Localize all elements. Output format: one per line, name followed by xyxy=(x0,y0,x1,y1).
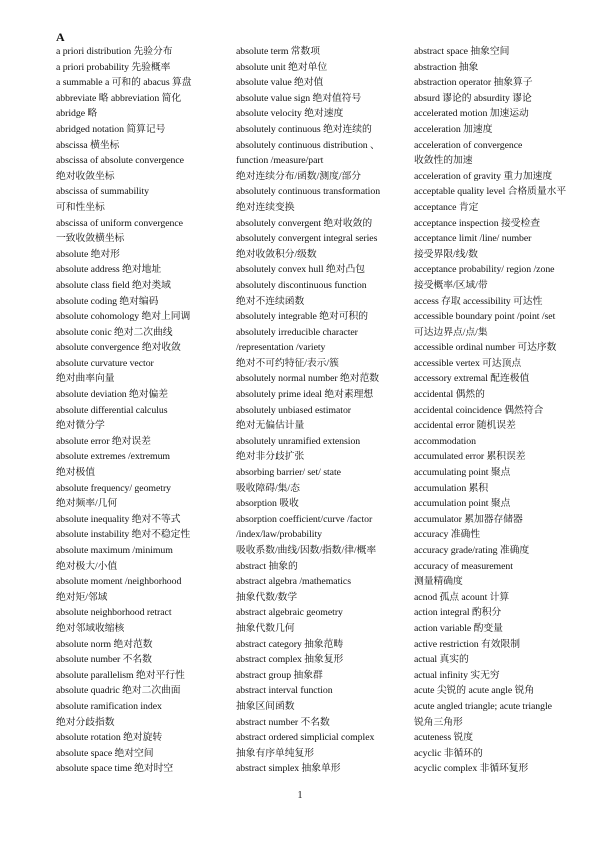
glossary-line: accessory extremal 配连极值 xyxy=(414,373,530,385)
glossary-line: accessible boundary point /point /set xyxy=(414,311,556,323)
glossary-line: 绝对极大/小值 xyxy=(56,560,118,572)
glossary-line: absolute neighborhood retract xyxy=(56,607,172,619)
glossary-line: absolute term 常数项 xyxy=(236,46,321,57)
glossary-line: acyclic 非循环的 xyxy=(414,747,483,759)
glossary-line: 绝对分歧指数 xyxy=(56,716,115,728)
glossary-line: absolute class field 绝对类域 xyxy=(56,279,171,291)
glossary-line: accuracy 准确性 xyxy=(414,529,481,541)
glossary-line: 抽象有序单纯复形 xyxy=(236,747,314,759)
glossary-line: absolute value 绝对值 xyxy=(236,77,324,89)
glossary-line: acceleration of convergence xyxy=(414,139,523,151)
glossary-line: absolute conic 绝对二次曲线 xyxy=(56,326,173,338)
glossary-line: 收敛性的加速 xyxy=(414,155,473,167)
glossary-line: acceptance inspection 接受检查 xyxy=(414,217,541,229)
glossary-column-2 xyxy=(236,44,416,777)
glossary-line: acute angled triangle; acute triangle xyxy=(414,700,552,712)
glossary-line: absolute moment /neighborhood xyxy=(56,576,182,588)
glossary-line: acceptable quality level 合格质量水平 xyxy=(414,186,567,198)
glossary-line: 绝对不可约特征/表示/簇 xyxy=(236,357,339,369)
glossary-line: absurd 谬论的 absurdity 谬论 xyxy=(414,92,532,104)
glossary-line: abscissa of summability xyxy=(56,186,149,198)
glossary-line: abstraction operator 抽象算子 xyxy=(414,77,533,89)
glossary-line: absolute ramification index xyxy=(56,700,162,712)
glossary-line: action integral 酌积分 xyxy=(414,607,502,619)
glossary-line: abbreviate 略 abbreviation 简化 xyxy=(56,92,182,104)
glossary-line: absolute number 不名数 xyxy=(56,654,152,666)
section-letter: A xyxy=(56,30,65,44)
glossary-line: 绝对微分学 xyxy=(56,420,105,432)
glossary-line: abridge 略 xyxy=(56,108,98,120)
glossary-line: absolute inequality 绝对不等式 xyxy=(56,513,181,525)
glossary-line: absolute instability 绝对不稳定性 xyxy=(56,529,191,541)
glossary-line: absolutely convergent integral series xyxy=(236,233,378,245)
glossary-line: abscissa 横坐标 xyxy=(56,139,120,151)
glossary-line: absolute frequency/ geometry xyxy=(56,482,172,494)
glossary-line: 绝对连续分布/函数/测度/部分 xyxy=(236,170,361,182)
glossary-line: 可达边界点/点/集 xyxy=(414,326,488,338)
glossary-line: accuracy of measurement xyxy=(414,560,513,572)
glossary-line: acceptance 肯定 xyxy=(414,201,479,213)
glossary-line: absolute coding 绝对编码 xyxy=(56,295,159,307)
glossary-line: 绝对收敛积分/级数 xyxy=(236,248,317,260)
glossary-line: 绝对频率/几何 xyxy=(56,498,118,510)
glossary-line: abstract group 抽象群 xyxy=(236,669,323,681)
glossary-line: absolutely unbiased estimator xyxy=(236,404,351,416)
glossary-line: abstract number 不名数 xyxy=(236,716,330,728)
glossary-line: absolute space 绝对空间 xyxy=(56,747,154,759)
glossary-line: abstract space 抽象空间 xyxy=(414,46,510,57)
glossary-line: 绝对矩/邻域 xyxy=(56,591,108,603)
glossary-line: absolutely convex hull 绝对凸包 xyxy=(236,264,365,276)
glossary-column-3 xyxy=(414,44,594,777)
glossary-line: absolute extremes /extremum xyxy=(56,451,170,463)
glossary-line: absolute deviation 绝对偏差 xyxy=(56,389,169,401)
glossary-line: accommodation xyxy=(414,435,476,447)
glossary-line: absolute unit 绝对单位 xyxy=(236,61,328,73)
glossary-line: actual infinity 实无穷 xyxy=(414,669,500,681)
glossary-line: abstract category 抽象范畴 xyxy=(236,638,344,650)
glossary-line: /index/law/probability xyxy=(236,529,322,541)
glossary-line: abstract algebraic geometry xyxy=(236,607,343,619)
glossary-line: absolute maximum /minimum xyxy=(56,545,173,556)
glossary-line: acyclic complex 非循环复形 xyxy=(414,763,529,775)
glossary-line: accumulation 累积 xyxy=(414,482,489,494)
glossary-line: absolute error 绝对误差 xyxy=(56,435,151,447)
glossary-line: absolutely normal number 绝对范数 xyxy=(236,373,380,385)
glossary-line: 绝对邻域收缩核 xyxy=(56,622,125,634)
glossary-line: 接受概率/区域/带 xyxy=(414,279,488,291)
glossary-line: accumulator 累加器存储器 xyxy=(414,513,523,525)
glossary-line: active restriction 有效限制 xyxy=(414,638,521,650)
glossary-line: a priori probability 先验概率 xyxy=(56,61,171,73)
glossary-line: absolutely irreducible character xyxy=(236,326,358,338)
glossary-line: accessible ordinal number 可达序数 xyxy=(414,342,557,354)
glossary-line: accessible vertex 可达顶点 xyxy=(414,357,522,369)
glossary-line: actual 真实的 xyxy=(414,654,469,666)
glossary-line: access 存取 accessibility 可达性 xyxy=(414,295,543,307)
glossary-line: 抽象区间函数 xyxy=(236,700,295,712)
glossary-line: abstract algebra /mathematics xyxy=(236,576,351,588)
glossary-line: a priori distribution 先验分布 xyxy=(56,46,173,57)
glossary-column-1 xyxy=(56,44,236,777)
glossary-line: accelerated motion 加速运动 xyxy=(414,108,529,120)
glossary-line: absolute parallelism 绝对平行性 xyxy=(56,669,185,681)
glossary-line: accumulated error 累积误差 xyxy=(414,451,526,463)
glossary-line: absolute address 绝对地址 xyxy=(56,264,162,276)
glossary-line: abstract interval function xyxy=(236,685,333,697)
glossary-line: absolute quadric 绝对二次曲面 xyxy=(56,685,181,697)
glossary-line: 吸收系数/曲线/因数/指数/律/概率 xyxy=(236,545,377,556)
glossary-line: absolutely continuous 绝对连续的 xyxy=(236,123,372,135)
glossary-line: 绝对不连续函数 xyxy=(236,295,305,307)
glossary-line: 一致收敛横坐标 xyxy=(56,233,125,245)
glossary-line: accidental error 随机误差 xyxy=(414,420,516,432)
glossary-line: 绝对无偏估计量 xyxy=(236,420,305,432)
glossary-line: absolutely convergent 绝对收敛的 xyxy=(236,217,373,229)
glossary-line: a summable a 可和的 abacus 算盘 xyxy=(56,77,192,89)
glossary-line: absolute cohomology 绝对上同调 xyxy=(56,311,191,323)
glossary-line: absolute differential calculus xyxy=(56,404,168,416)
glossary-line: absolutely integrable 绝对可积的 xyxy=(236,311,368,323)
glossary-line: absolutely prime ideal 绝对素理想 xyxy=(236,389,374,401)
glossary-line: absolutely continuous transformation xyxy=(236,186,381,198)
glossary-line: abstract complex 抽象复形 xyxy=(236,654,344,666)
glossary-line: abstract 抽象的 xyxy=(236,560,298,572)
glossary-line: 绝对连续变换 xyxy=(236,201,295,213)
glossary-line: 抽象代数/数学 xyxy=(236,591,298,603)
glossary-line: absorption 吸收 xyxy=(236,498,299,510)
glossary-line: absolute velocity 绝对速度 xyxy=(236,108,344,120)
glossary-line: accidental 偶然的 xyxy=(414,389,485,401)
glossary-line: acceleration 加速度 xyxy=(414,123,493,135)
glossary-line: absolute space time 绝对时空 xyxy=(56,763,174,775)
glossary-line: 绝对收敛坐标 xyxy=(56,170,115,182)
glossary-line: acute 尖锐的 acute angle 锐角 xyxy=(414,685,535,697)
glossary-line: 绝对极值 xyxy=(56,467,95,479)
glossary-line: accumulation point 聚点 xyxy=(414,498,511,510)
glossary-line: abscissa of absolute convergence xyxy=(56,155,184,167)
glossary-line: absorption coefficient/curve /factor xyxy=(236,513,373,525)
glossary-line: absolute curvature vector xyxy=(56,357,154,369)
glossary-line: acceleration of gravity 重力加速度 xyxy=(414,170,553,182)
glossary-line: abstract ordered simplicial complex xyxy=(236,732,375,744)
glossary-line: acnod 孤点 acount 计算 xyxy=(414,591,510,603)
glossary-line: 测量精确度 xyxy=(414,576,463,588)
glossary-line: accumulating point 聚点 xyxy=(414,467,511,479)
glossary-line: 锐角三角形 xyxy=(414,716,463,728)
glossary-line: acuteness 锐度 xyxy=(414,732,473,744)
glossary-line: absolute rotation 绝对旋转 xyxy=(56,732,163,744)
glossary-line: accuracy grade/rating 准确度 xyxy=(414,545,530,556)
glossary-line: 绝对非分歧扩张 xyxy=(236,451,305,463)
glossary-line: absolutely continuous distribution 、 xyxy=(236,139,380,151)
glossary-line: function /measure/part xyxy=(236,155,324,167)
glossary-line: 可和性坐标 xyxy=(56,201,105,213)
glossary-line: abscissa of uniform convergence xyxy=(56,217,183,229)
glossary-line: acceptance probability/ region /zone xyxy=(414,264,555,276)
glossary-line: /representation /variety xyxy=(236,342,326,354)
glossary-line: action variable 酌变量 xyxy=(414,622,503,634)
glossary-line: absolute norm 绝对范数 xyxy=(56,638,153,650)
glossary-line: absolutely unramified extension xyxy=(236,435,361,447)
glossary-line: absorbing barrier/ set/ state xyxy=(236,467,341,479)
glossary-line: absolutely discontinuous function xyxy=(236,279,367,291)
glossary-line: 接受界限/线/数 xyxy=(414,248,478,260)
glossary-line: acceptance limit /line/ number xyxy=(414,233,532,245)
page-number: 1 xyxy=(297,790,303,801)
glossary-line: abridged notation 简算记号 xyxy=(56,123,166,135)
glossary-line: absolute 绝对形 xyxy=(56,248,120,260)
glossary-line: absolute convergence 绝对收敛 xyxy=(56,342,181,354)
glossary-line: 绝对曲率向量 xyxy=(56,373,115,385)
glossary-line: 吸收障碍/集/态 xyxy=(236,482,300,494)
glossary-line: absolute value sign 绝对值符号 xyxy=(236,92,362,104)
glossary-line: abstract simplex 抽象单形 xyxy=(236,763,341,775)
glossary-line: abstraction 抽象 xyxy=(414,61,479,73)
glossary-line: accidental coincidence 偶然符合 xyxy=(414,404,544,416)
glossary-line: 抽象代数几何 xyxy=(236,622,295,634)
